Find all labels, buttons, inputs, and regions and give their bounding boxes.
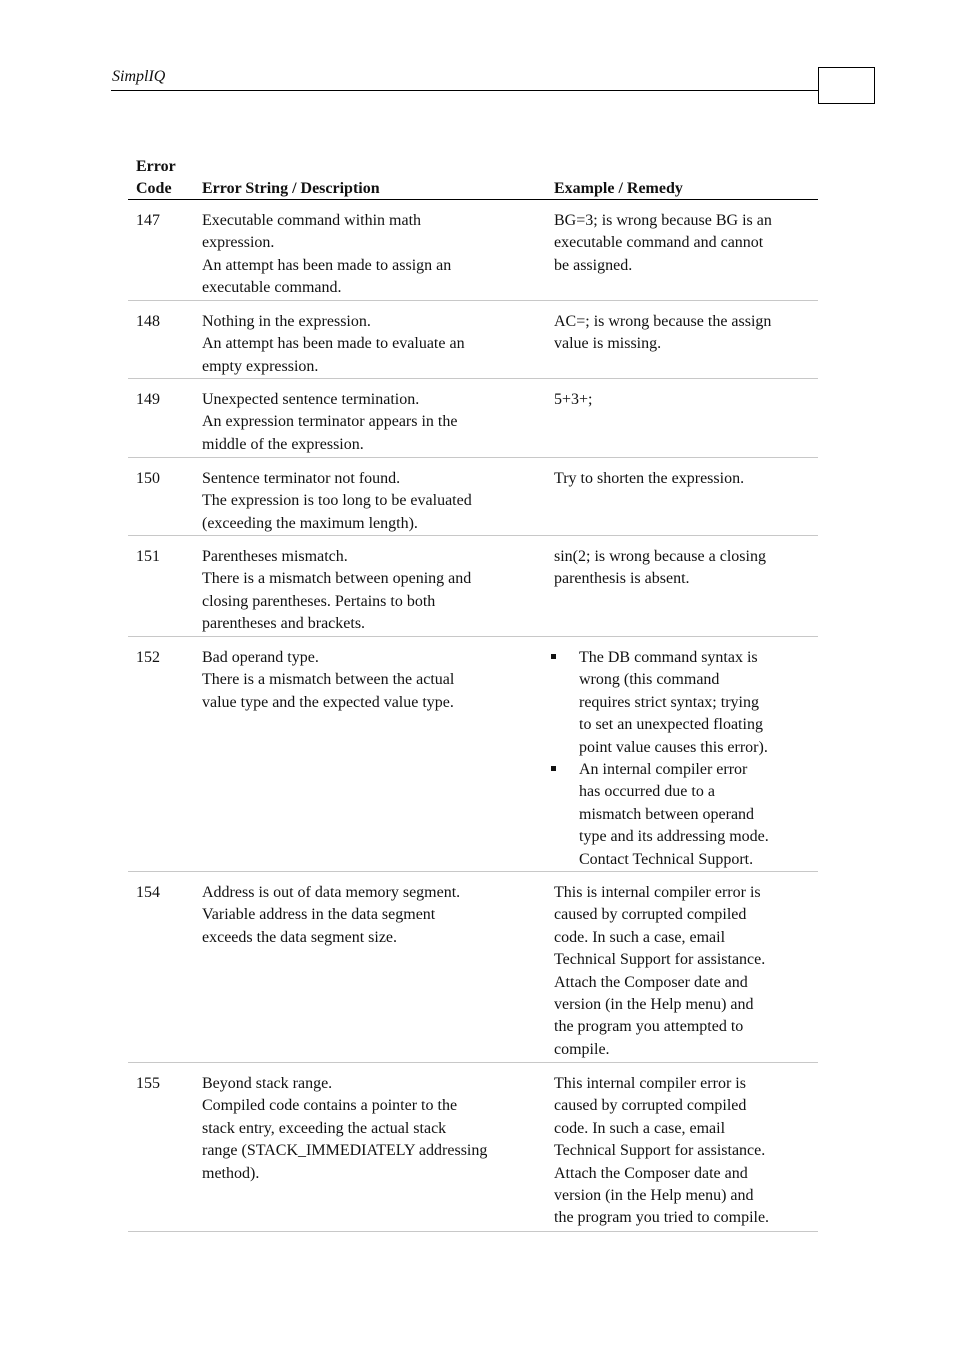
example-line: AC=; is wrong because the assign [554, 313, 772, 330]
table-row [128, 379, 818, 458]
description-line: parentheses and brackets. [202, 615, 366, 633]
description-line: empty expression. [202, 357, 319, 375]
description-line: Variable address in the data segment [202, 906, 436, 924]
error-example [554, 468, 816, 490]
example-line: compile. [554, 1040, 610, 1058]
description-line: Parentheses mismatch. [202, 548, 348, 565]
error-code: 148 [136, 313, 160, 330]
error-code: 151 [136, 548, 160, 565]
bullet-line: wrong (this command [579, 671, 720, 689]
bullet-item [554, 647, 816, 759]
example-line: the program you attempted to [554, 1018, 744, 1036]
description-line: range (STACK_IMMEDIATELY addressing [202, 1142, 488, 1160]
example-line: parenthesis is absent. [554, 570, 690, 588]
example-line: Try to shorten the expression. [554, 470, 745, 487]
header-code-line-1: Error [136, 158, 176, 175]
bullet-line: Contact Technical Support. [579, 850, 754, 868]
example-line: version (in the Help menu) and [554, 1187, 754, 1205]
description-line: (exceeding the maximum length). [202, 514, 418, 532]
example-line: Technical Support for assistance. [554, 1142, 766, 1160]
bullet-line: mismatch between operand [579, 805, 755, 823]
description-line: closing parentheses. Pertains to both [202, 592, 436, 610]
error-description [202, 389, 542, 456]
error-example [554, 311, 816, 356]
description-line: method). [202, 1164, 260, 1182]
example-line: This is internal compiler error is [554, 884, 761, 901]
description-line: expression. [202, 234, 275, 252]
example-line: executable command and cannot [554, 234, 764, 252]
header-rule [111, 90, 818, 91]
table-row [128, 301, 818, 379]
description-line: Compiled code contains a pointer to the [202, 1097, 458, 1115]
square-bullet-icon [551, 654, 556, 659]
description-line: Bad operand type. [202, 649, 319, 666]
description-line: There is a mismatch between opening and [202, 570, 472, 588]
example-line: code. In such a case, email [554, 1119, 726, 1137]
description-line: Nothing in the expression. [202, 313, 371, 330]
table-row [128, 536, 818, 637]
square-bullet-icon [551, 766, 556, 771]
description-line: Executable command within math [202, 212, 422, 229]
error-description [202, 468, 542, 535]
table-row [128, 458, 818, 536]
bullet-line: The DB command syntax is [579, 649, 758, 666]
table-row [128, 200, 818, 301]
error-description [202, 546, 542, 636]
column-header-example: Example / Remedy [554, 180, 683, 197]
example-line: Attach the Composer date and [554, 973, 748, 991]
example-line: Attach the Composer date and [554, 1164, 748, 1182]
description-line: Sentence terminator not found. [202, 470, 401, 487]
example-line: be assigned. [554, 256, 633, 274]
example-line: value is missing. [554, 335, 662, 353]
description-line: middle of the expression. [202, 435, 364, 453]
bullet-line: type and its addressing mode. [579, 828, 769, 846]
error-description [202, 311, 542, 378]
bullet-item [554, 759, 816, 871]
error-description [202, 647, 542, 714]
description-line: stack entry, exceeding the actual stack [202, 1119, 447, 1137]
error-example [554, 389, 816, 411]
description-line: executable command. [202, 279, 342, 297]
error-example [554, 882, 816, 1061]
description-line: Beyond stack range. [202, 1075, 333, 1092]
error-example [554, 647, 816, 871]
description-line: An expression terminator appears in the [202, 413, 458, 431]
example-line: version (in the Help menu) and [554, 996, 754, 1014]
error-code: 154 [136, 884, 160, 901]
example-line: caused by corrupted compiled [554, 1097, 747, 1115]
description-line: There is a mismatch between the actual [202, 671, 455, 689]
description-line: exceeds the data segment size. [202, 928, 398, 946]
bullet-line: to set an unexpected floating [579, 716, 763, 734]
table-header [128, 156, 818, 200]
running-header-title: SimplIQ [112, 68, 166, 85]
column-header-description: Error String / Description [202, 180, 380, 197]
bullet-line: requires strict syntax; trying [579, 693, 759, 711]
example-line: BG=3; is wrong because BG is an [554, 212, 772, 229]
page-number-box [818, 67, 875, 104]
example-line: This internal compiler error is [554, 1075, 746, 1092]
bullet-line: An internal compiler error [579, 761, 748, 779]
example-line: the program you tried to compile. [554, 1209, 770, 1227]
description-line: An attempt has been made to evaluate an [202, 335, 465, 353]
header-code-line-2: Code [136, 180, 172, 197]
example-line: code. In such a case, email [554, 928, 726, 946]
description-line: Unexpected sentence termination. [202, 391, 420, 408]
error-code: 152 [136, 649, 160, 666]
error-code: 155 [136, 1075, 160, 1092]
example-line: Technical Support for assistance. [554, 951, 766, 969]
example-line: 5+3+; [554, 391, 593, 408]
table-row [128, 872, 818, 1063]
description-line: Address is out of data memory segment. [202, 884, 461, 901]
column-header-code [136, 156, 176, 200]
error-code-table [128, 156, 818, 1232]
error-example [554, 546, 816, 591]
description-line: value type and the expected value type. [202, 693, 454, 711]
error-code: 147 [136, 212, 160, 229]
table-row [128, 637, 818, 872]
description-line: The expression is too long to be evaluated [202, 492, 472, 510]
error-description [202, 210, 542, 300]
example-line: caused by corrupted compiled [554, 906, 747, 924]
bullet-line: has occurred due to a [579, 783, 715, 801]
bullet-line: point value causes this error). [579, 738, 768, 756]
error-description [202, 1073, 542, 1185]
description-line: An attempt has been made to assign an [202, 256, 452, 274]
error-description [202, 882, 542, 949]
error-code: 150 [136, 470, 160, 487]
table-row [128, 1063, 818, 1232]
example-line: sin(2; is wrong because a closing [554, 548, 766, 565]
error-example [554, 1073, 816, 1230]
error-code: 149 [136, 391, 160, 408]
error-example [554, 210, 816, 277]
